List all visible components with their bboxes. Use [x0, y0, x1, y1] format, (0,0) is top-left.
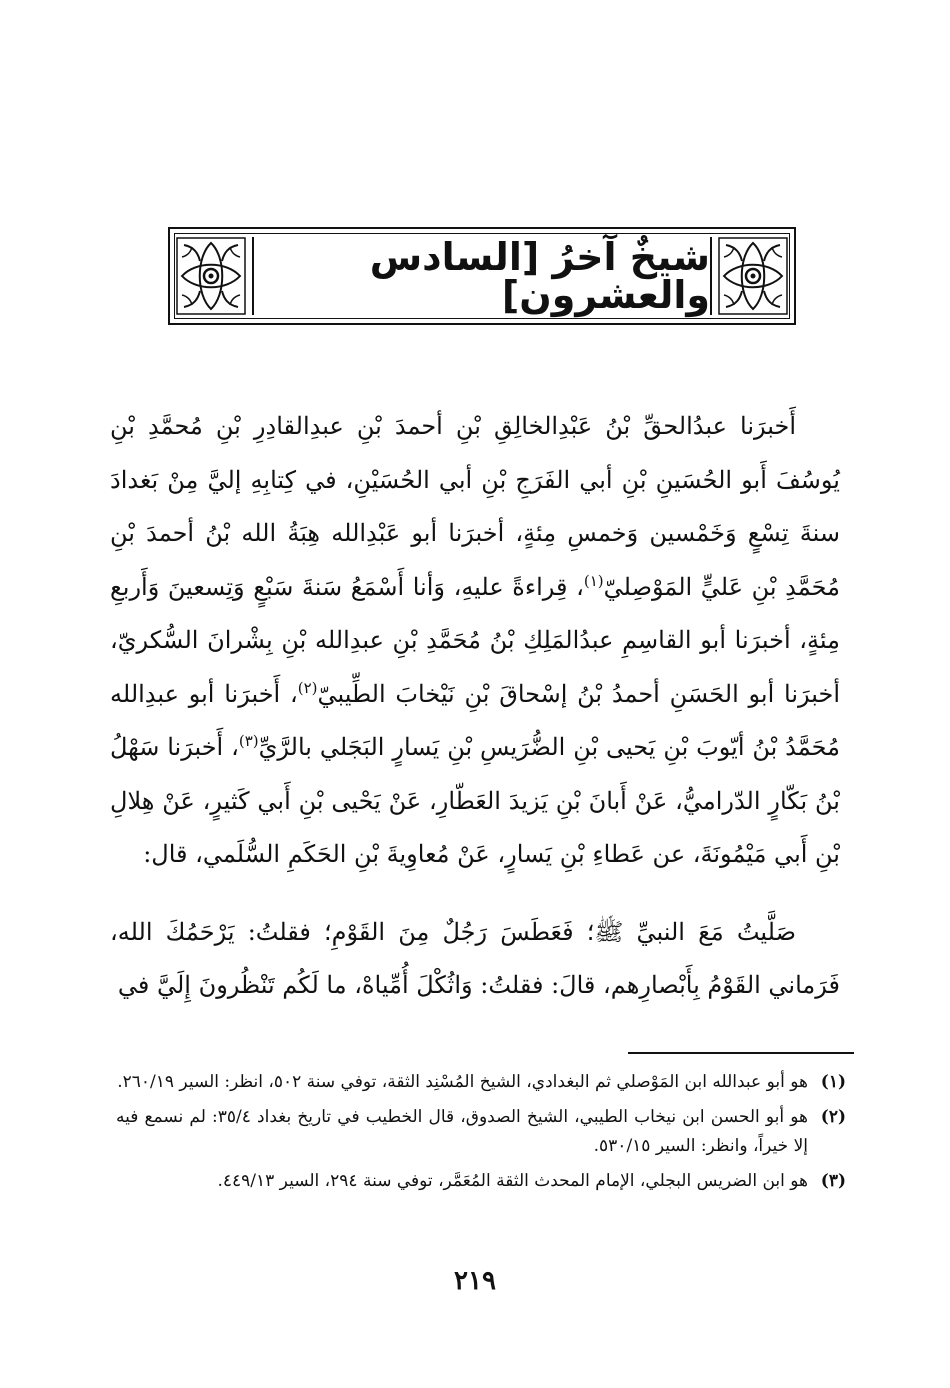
footnote-divider — [628, 1052, 854, 1054]
floral-ornament-right-icon — [718, 237, 788, 315]
footnote-text: هو أبو الحسن ابن نيخاب الطيبي، الشيخ الصدوق، قال الخطيب في تاريخ بغداد ٣٥/٤: لم نسمع فيه إلا خيراً، وانظر: السير ٥٣٠/١٥. — [116, 1107, 808, 1156]
footnote-item — [116, 1068, 846, 1097]
footnote-item — [116, 1103, 846, 1161]
floral-ornament-left-icon — [176, 237, 246, 315]
footnote-ref-3[interactable]: (٣) — [238, 732, 259, 750]
footnote-ref-2[interactable]: (٢) — [297, 678, 318, 697]
text-segment: ، أَخبرَنا أبو عبدِالله مُحَمَّدُ بْنُ أيّوبَ بْنِ يَحيى بْنِ الضُّرَيسِ بْنِ يَسارٍ البَجَلي بالرَّيِّ — [110, 679, 840, 761]
title-frame — [168, 227, 796, 325]
footnote-text: هو أبو عبدالله ابن المَوْصلي ثم البغدادي، الشيخ المُسْنِد الثقة، توفي سنة ٥٠٢، انظر: السير ٢٦٠/١٩. — [117, 1072, 808, 1092]
footnote-number: (٣) — [820, 1171, 846, 1191]
body-text — [110, 400, 840, 1013]
paragraph-isnad — [110, 400, 840, 882]
title-box — [252, 237, 712, 315]
footnote-item — [116, 1167, 846, 1196]
footnote-text: هو ابن الضريس البجلي، الإمام المحدث الثقة المُعَمَّر، توفي سنة ٢٩٤، السير ٤٤٩/١٣. — [217, 1171, 808, 1191]
paragraph-hadith: صَلَّيتُ مَعَ النبيِّ ﷺ؛ فَعَطَسَ رَجُلٌ مِنَ القَوْمِ؛ فقلتُ: يَرْحَمُكَ الله، فَرَماني القَوْمُ بِأَبْصارِهم، قالَ: فقلتُ: وَاثُكْلَ أُمِّياهْ، ما لَكُم تَنْظُرونَ إِلَيَّ في — [110, 917, 840, 999]
footnotes — [116, 1068, 846, 1202]
text-segment: ، قِراءةً عليهِ، وَأنا أَسْمَعُ سَنةَ سَبْعٍ وَتِسعينَ وَأَربعِ مِئةٍ، أخبرَنا أبو القاسِمِ عبدُالمَلِكِ بْنُ مُحَمَّدِ بْنِ عبدِالله بْنِ بِشْرانَ السُّكريّ، أخبرَنا أبو الحَسَنِ أحمدُ بْنُ إسْحاقَ بْنِ نَيْخابَ الطِّيبيّ — [110, 572, 841, 708]
page-number: ٢١٩ — [454, 1266, 496, 1296]
chapter-title: شيخٌ آخرُ [السادس والعشرون] — [369, 235, 710, 317]
footnote-ref-1[interactable]: (١) — [583, 571, 604, 590]
text-segment: أَخبرَنا عبدُالحقِّ بْنُ عَبْدِالخالِقِ بْنِ أحمدَ بْنِ عبدِالقادِرِ بْنِ مُحمَّدِ بْنِ يُوسُفَ أَبو الحُسَينِ بْنِ أبي الفَرَجِ بْنِ أبي الحُسَيْنِ، في كِتابِهِ إليَّ مِنْ بَغدادَ سنةَ تِسْعٍ وَخَمْسين وَخمسِ مِئةٍ، أخبرَنا أبو عَبْدِالله هِبَةُ الله بْنُ أحمدَ بْنِ مُحَمَّدِ بْنِ عَليٍّ المَوْصِليّ — [110, 412, 841, 601]
text-segment: ، أَخبرَنا سَهْلُ بْنُ بَكّارٍ الدّراميُّ، عَنْ أَبانَ بْنِ يَزيدَ العَطّارِ، عَنْ يَحْيى بْنِ أَبي كَثيرٍ، عَنْ هِلالِ بْنِ أَبي مَيْمُونَةَ، عن عَطاءِ بْنِ يَسارٍ، عَنْ مُعاوِيةَ بْنِ الحَكَمِ السُّلَمي، قال: — [110, 733, 840, 868]
footnote-number: (١) — [820, 1072, 846, 1092]
footnote-number: (٢) — [820, 1107, 846, 1127]
